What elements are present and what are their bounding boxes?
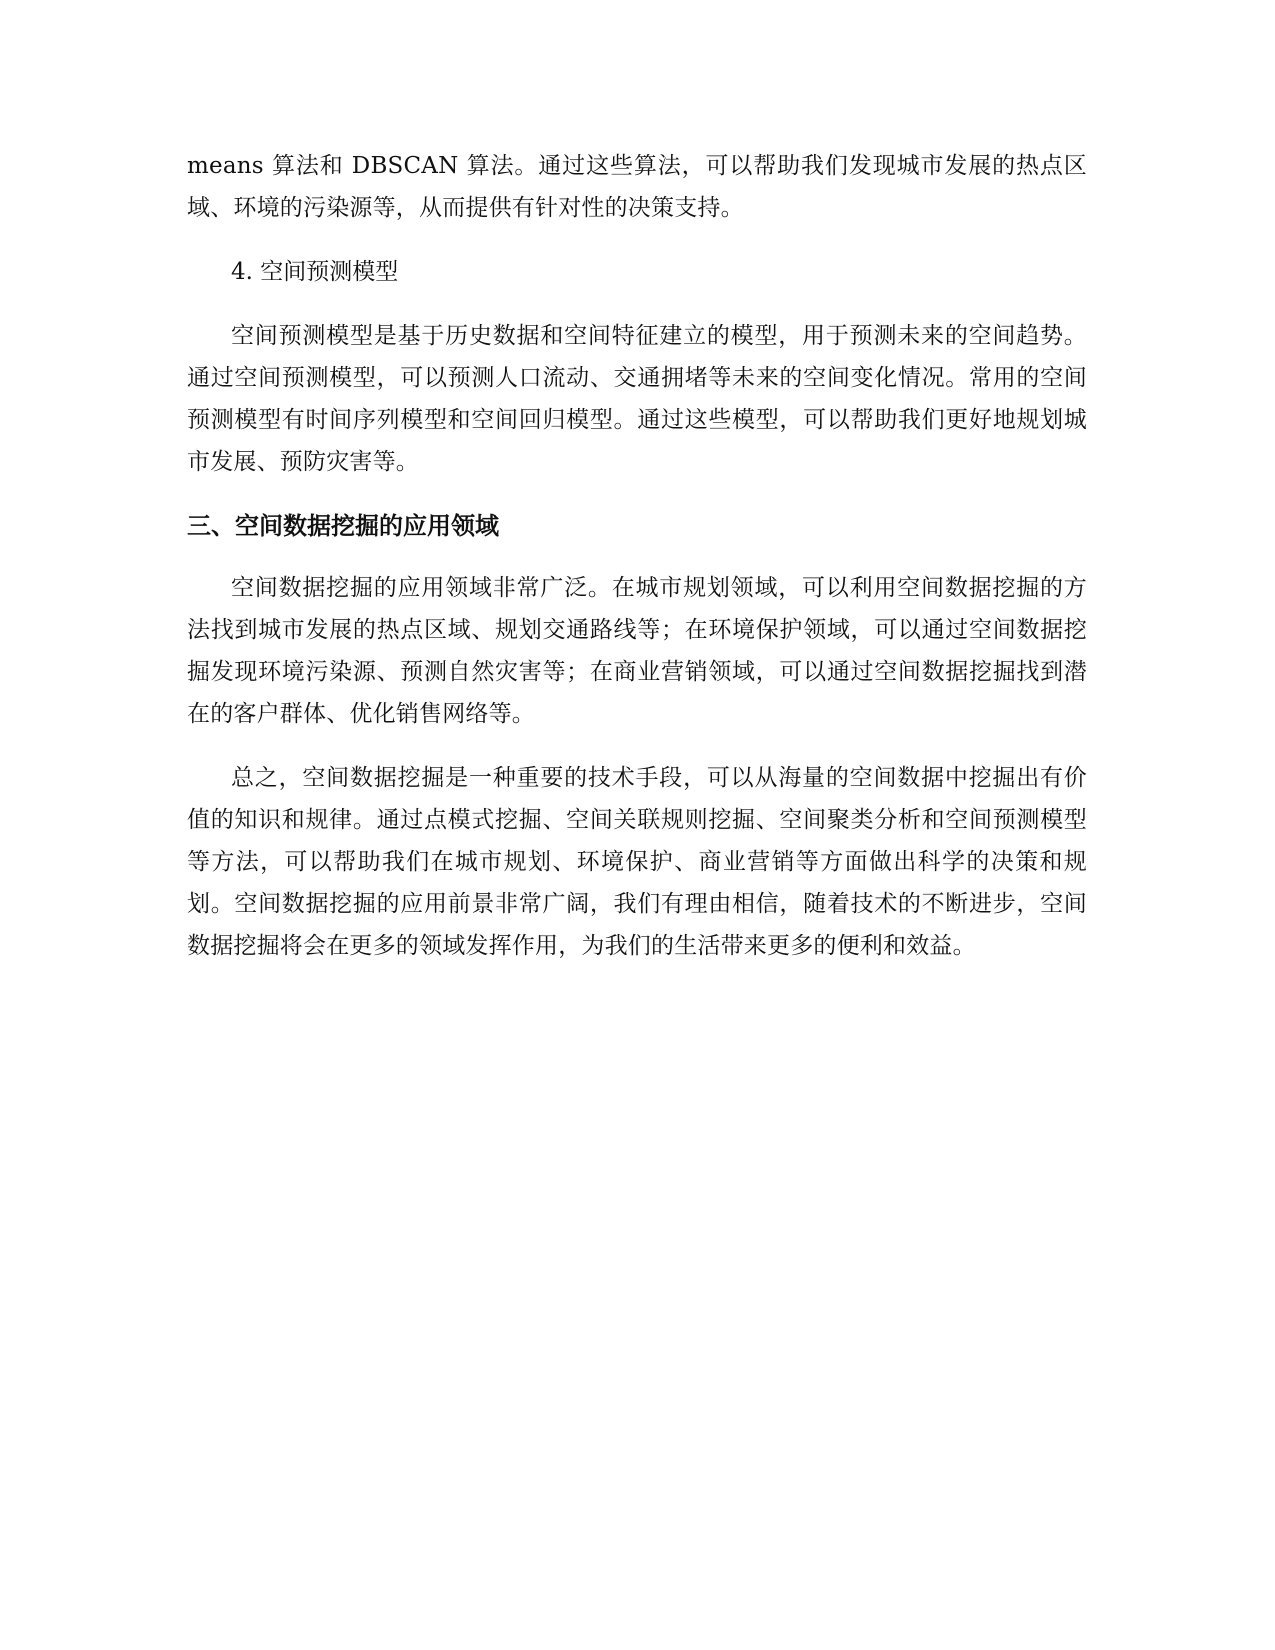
- section-heading-applications: 三、空间数据挖掘的应用领域: [187, 512, 499, 540]
- paragraph-conclusion: 总之，空间数据挖掘是一种重要的技术手段，可以从海量的空间数据中挖掘出有价值的知识和规律。通过点模式挖掘、空间关联规则挖掘、空间聚类分析和空间预测模型等方法，可以帮助我们在城市规划、环境保护、商业营销等方面做出科学的决策和规划。空间数据挖掘的应用前景非常广阔，我们有理由相信，随着技术的不断进步，空间数据挖掘将会在更多的领域发挥作用，为我们的生活带来更多的便利和效益。: [187, 765, 1087, 959]
- paragraph-spatial-prediction: 空间预测模型是基于历史数据和空间特征建立的模型，用于预测未来的空间趋势。通过空间预测模型，可以预测人口流动、交通拥堵等未来的空间变化情况。常用的空间预测模型有时间序列模型和空间回归模型。通过这些模型，可以帮助我们更好地规划城市发展、预防灾害等。: [187, 323, 1087, 475]
- continuation-paragraph: means 算法和 DBSCAN 算法。通过这些算法，可以帮助我们发现城市发展的热点区域、环境的污染源等，从而提供有针对性的决策支持。: [187, 153, 1087, 221]
- paragraph-applications: 空间数据挖掘的应用领域非常广泛。在城市规划领域，可以利用空间数据挖掘的方法找到城市发展的热点区域、规划交通路线等；在环境保护领域，可以通过空间数据挖掘发现环境污染源、预测自然灾害等；在商业营销领域，可以通过空间数据挖掘找到潜在的客户群体、优化销售网络等。: [187, 575, 1087, 727]
- document-body: [187, 145, 1087, 989]
- subheading-spatial-prediction-model: 4. 空间预测模型: [231, 259, 399, 285]
